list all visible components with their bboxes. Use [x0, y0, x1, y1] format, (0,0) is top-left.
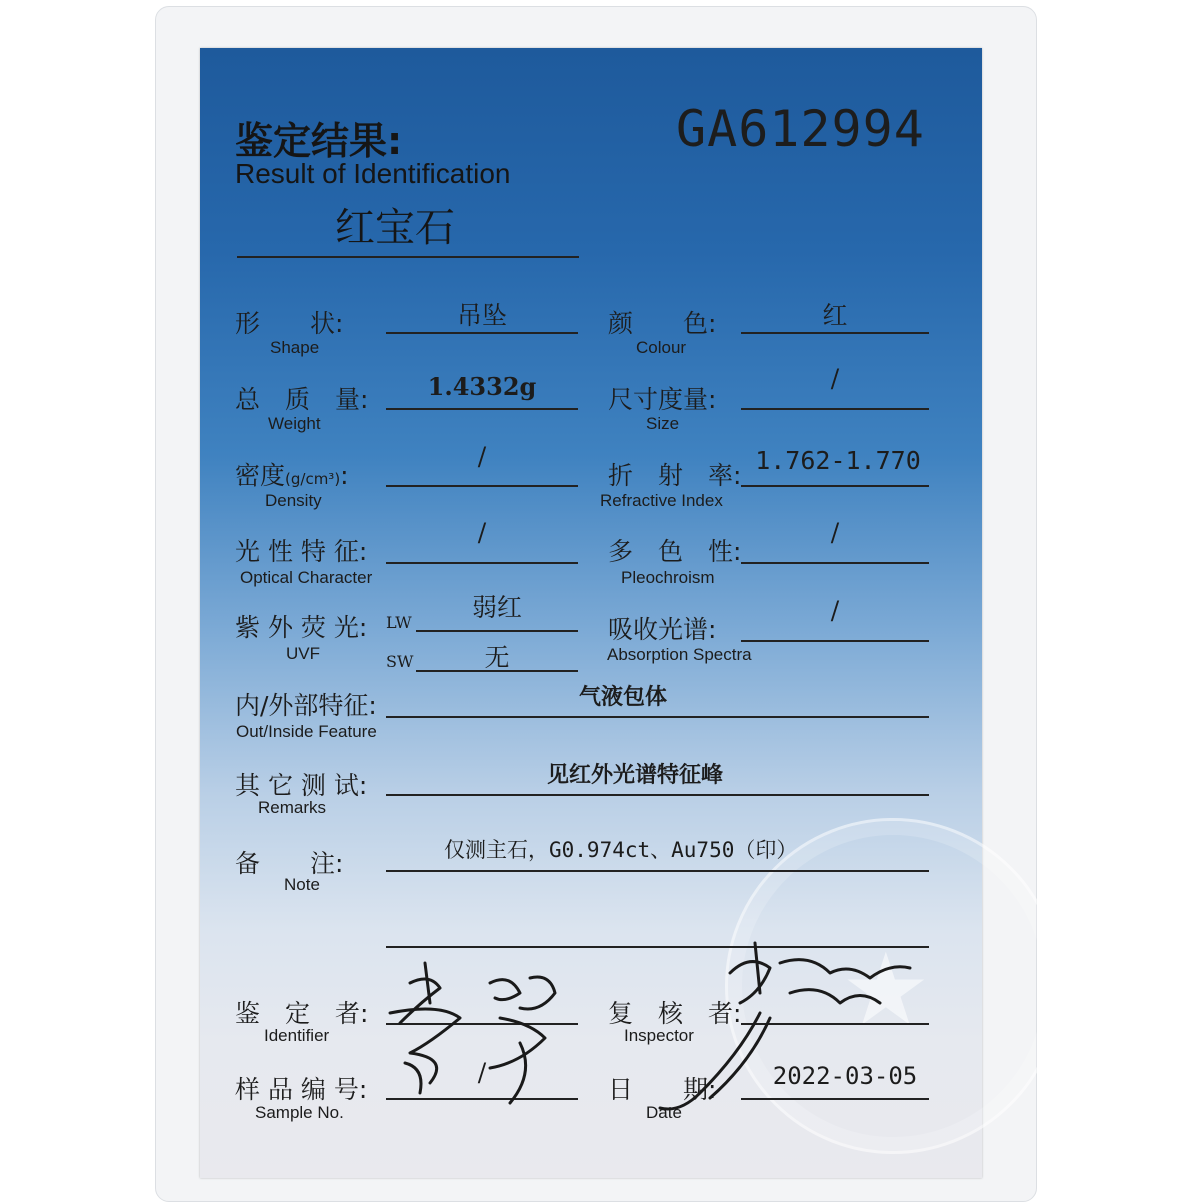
- title-cn: 鉴定结果:: [235, 119, 403, 163]
- inspector-label-en: Inspector: [624, 1026, 694, 1045]
- remarks-value: 见红外光谱特征峰: [546, 763, 723, 788]
- uvf-lw-value: 弱红: [471, 593, 522, 622]
- note-underline: [386, 870, 929, 872]
- inspector-label-cn: 复 核 者:: [608, 999, 742, 1028]
- feature-label-en: Out/Inside Feature: [236, 722, 377, 741]
- title-en: Result of Identification: [235, 158, 511, 189]
- density-colon: :: [340, 461, 349, 490]
- inspector-signature: [640, 933, 920, 1123]
- date-value: 2022-03-05: [772, 1062, 918, 1090]
- date-label-en: Date: [646, 1103, 682, 1122]
- feature-underline: [386, 716, 929, 718]
- remarks-underline: [386, 794, 929, 796]
- shape-value: 吊坠: [456, 301, 507, 330]
- pleochroism-value: /: [830, 518, 840, 547]
- absorption-label-cn: 吸收光谱:: [608, 615, 717, 644]
- colour-underline: [741, 332, 929, 334]
- uvf-lw-label: LW: [386, 613, 412, 632]
- certificate-number: GA612994: [676, 100, 925, 158]
- shape-underline: [386, 332, 578, 334]
- uvf-sw-value: 无: [484, 643, 510, 672]
- optical-label-en: Optical Character: [240, 568, 373, 587]
- density-label-en: Density: [265, 491, 322, 510]
- uvf-sw-underline: [416, 670, 578, 672]
- size-value: /: [830, 364, 840, 393]
- optical-label-cn: 光 性 特 征:: [235, 537, 368, 566]
- colour-label-cn: 颜 色:: [608, 309, 717, 338]
- result-underline: [237, 256, 579, 258]
- density-label-text: 密度: [235, 461, 286, 490]
- pleochroism-underline: [741, 562, 929, 564]
- refractive-label-cn: 折 射 率:: [608, 461, 742, 490]
- certificate-card: [200, 48, 982, 1178]
- date-label-cn: 日 期:: [608, 1075, 717, 1104]
- refractive-value: 1.762-1.770: [755, 446, 921, 475]
- density-value: /: [477, 442, 487, 471]
- shape-label-cn: 形 状:: [235, 309, 344, 338]
- uvf-label-en: UVF: [286, 644, 320, 663]
- star-icon: ★: [841, 931, 931, 1048]
- absorption-label-en: Absorption Spectra: [607, 645, 752, 664]
- sample-value: /: [477, 1058, 487, 1087]
- optical-underline: [386, 562, 578, 564]
- remarks-label-cn: 其 它 测 试:: [235, 771, 368, 800]
- weight-value: 1.4332g: [427, 372, 537, 401]
- size-underline: [741, 408, 929, 410]
- note-value: 仅测主石，G0.974ct、Au750（印）: [444, 838, 798, 862]
- absorption-underline: [741, 640, 929, 642]
- uvf-lw-underline: [416, 630, 578, 632]
- colour-label-en: Colour: [636, 338, 687, 357]
- refractive-label-en: Refractive Index: [600, 491, 723, 510]
- pleochroism-label-en: Pleochroism: [621, 568, 715, 587]
- optical-value: /: [477, 518, 487, 547]
- note-label-en: Note: [284, 875, 320, 894]
- density-label-cn: [235, 456, 349, 492]
- sample-label-en: Sample No.: [255, 1103, 344, 1122]
- absorption-value: /: [830, 596, 840, 625]
- identifier-signature: [370, 943, 600, 1113]
- feature-value: 气液包体: [578, 685, 667, 710]
- density-unit: (g/cm³): [285, 470, 341, 488]
- result-value: 红宝石: [335, 205, 455, 251]
- weight-underline: [386, 408, 578, 410]
- colour-value: 红: [822, 301, 848, 330]
- weight-label-en: Weight: [268, 414, 321, 433]
- uvf-sw-label: SW: [386, 652, 414, 671]
- feature-label-cn: 内/外部特征:: [235, 691, 377, 720]
- identifier-label-cn: 鉴 定 者:: [235, 999, 369, 1028]
- size-label-en: Size: [646, 414, 680, 433]
- weight-label-cn: 总 质 量:: [235, 385, 369, 414]
- density-underline: [386, 485, 578, 487]
- remarks-label-en: Remarks: [258, 798, 327, 817]
- identifier-label-en: Identifier: [264, 1026, 330, 1045]
- pleochroism-label-cn: 多 色 性:: [608, 537, 742, 566]
- shape-label-en: Shape: [270, 338, 320, 357]
- refractive-underline: [741, 485, 929, 487]
- note-label-cn: 备 注:: [235, 849, 344, 878]
- sample-label-cn: 样 品 编 号:: [235, 1075, 368, 1104]
- size-label-cn: 尺寸度量:: [608, 385, 717, 414]
- uvf-label-cn: 紫 外 荧 光:: [235, 613, 368, 642]
